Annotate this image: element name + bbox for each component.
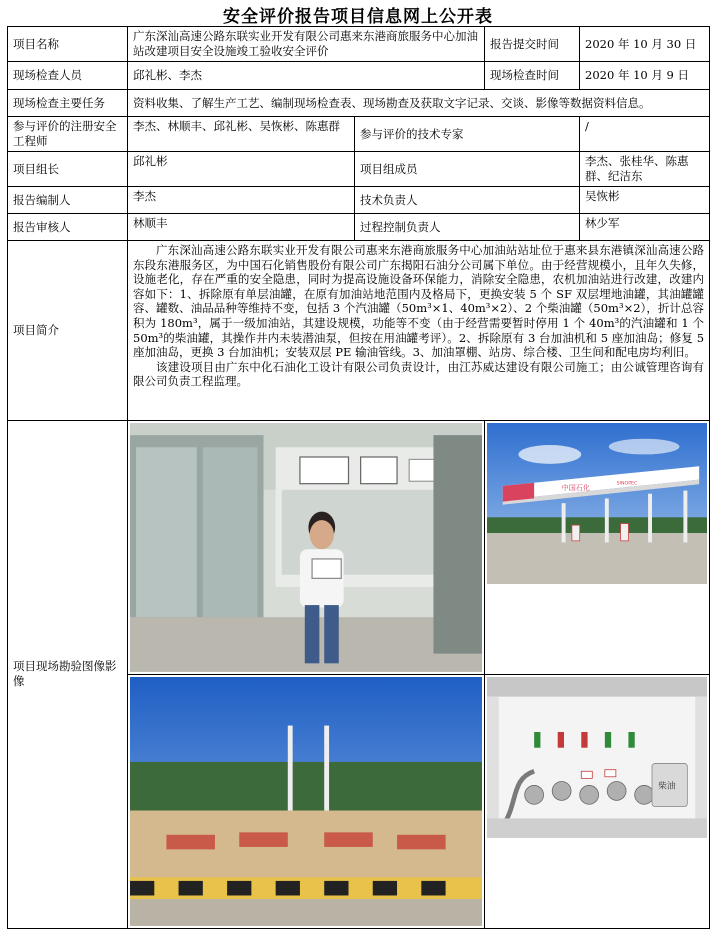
label-project-name: 项目名称 bbox=[8, 27, 128, 62]
intro-paragraph-2: 该建设项目由广东中化石油化工设计有限公司负责设计，由江苏威达建设有限公司施工；由公诚管理咨询有限公司负责工程监理。 bbox=[133, 359, 705, 389]
label-author: 报告编制人 bbox=[8, 187, 128, 214]
value-tech-lead: 吴恢彬 bbox=[580, 187, 710, 214]
value-engineers: 李杰、林顺丰、邱礼彬、吴恢彬、陈惠群 bbox=[128, 117, 355, 152]
photo-building-person bbox=[128, 421, 485, 675]
photo-building-person-image bbox=[130, 423, 482, 672]
canopy-brand-text: 中国石化 bbox=[561, 482, 590, 492]
intro-paragraph-1: 广东深汕高速公路东联实业开发有限公司惠来东港商旅服务中心加油站站址位于惠来县东港镇深汕高速公路东段东港服务区，为中国石化销售股份有限公司广东揭阳石油分公司属下单位。由于经营规模小，且年久失修，设施老化，存在严重的安全隐患，同时为提高设施设备环保能力，消除安全隐患，农机加油站进行改建，改建内容如下：1、拆除原有单层油罐，在原有加油站地范围内及格局下，更换安装 5 个 SF 双层埋地油罐，其油罐罐容、罐数、油品品种等维持不变，包括 3 个汽油罐（50m³×1、40m³×2）、2 个柴油罐（50m³×2），折计总容积为 180m³，属于一级加油站，其建设规模，功能等不变（由于经营需要暂时停用 1 个 40m³的汽油罐和 1 个 50m³的柴油罐，其操作井内未装潜油泵，但按在用油罐考评）。2、拆除原有 3 台加油机和 5 座加油岛；修复 5 座加油岛，更换 3 台加油机；安装双层 PE 输油管线。3、加油罩棚、站房、综合楼、卫生间和配电房均利旧。 bbox=[133, 243, 705, 360]
value-inspect-time: 2020 年 10 月 9 日 bbox=[580, 62, 710, 90]
value-inspect-tasks: 资料收集、了解生产工艺、编制现场检查表、现场勘查及获取文字记录、交谈、影像等数据资料信息。 bbox=[128, 90, 710, 117]
label-photos: 项目现场勘验图像影像 bbox=[8, 421, 128, 929]
value-leader: 邱礼彬 bbox=[128, 152, 355, 187]
photo-tank-area bbox=[128, 674, 485, 928]
canopy-brand-en-text: SINOPEC bbox=[616, 481, 638, 487]
photo-dispenser-pipes bbox=[485, 674, 710, 928]
label-reviewer: 报告审核人 bbox=[8, 214, 128, 241]
value-process-lead: 林少军 bbox=[580, 214, 710, 241]
label-members: 项目组成员 bbox=[355, 152, 580, 187]
value-project-name: 广东深汕高速公路东联实业开发有限公司惠来东港商旅服务中心加油站改建项目安全设施竣工验收安全评价 bbox=[128, 27, 485, 62]
value-author: 李杰 bbox=[128, 187, 355, 214]
label-intro: 项目简介 bbox=[8, 241, 128, 421]
value-submit-time: 2020 年 10 月 30 日 bbox=[580, 27, 710, 62]
label-tech-lead: 技术负责人 bbox=[355, 187, 580, 214]
info-table bbox=[7, 26, 710, 929]
label-submit-time: 报告提交时间 bbox=[485, 27, 580, 62]
label-process-lead: 过程控制负责人 bbox=[355, 214, 580, 241]
page-title: 安全评价报告项目信息网上公开表 bbox=[223, 7, 493, 27]
photo-station-canopy bbox=[485, 421, 710, 675]
label-leader: 项目组长 bbox=[8, 152, 128, 187]
project-intro bbox=[128, 241, 710, 421]
photo-station-canopy-image bbox=[487, 423, 707, 584]
label-inspectors: 现场检查人员 bbox=[8, 62, 128, 90]
value-members: 李杰、张桂华、陈惠群、纪洁东 bbox=[580, 152, 710, 187]
value-inspectors: 邱礼彬、李杰 bbox=[128, 62, 485, 90]
value-experts: / bbox=[580, 117, 710, 152]
label-engineers: 参与评价的注册安全工程师 bbox=[8, 117, 128, 152]
diesel-label-text: 柴油 bbox=[658, 781, 676, 792]
photo-tank-area-image bbox=[130, 677, 482, 926]
label-experts: 参与评价的技术专家 bbox=[355, 117, 580, 152]
label-inspect-tasks: 现场检查主要任务 bbox=[8, 90, 128, 117]
value-reviewer: 林顺丰 bbox=[128, 214, 355, 241]
photo-dispenser-pipes-image bbox=[487, 677, 707, 838]
label-inspect-time: 现场检查时间 bbox=[485, 62, 580, 90]
